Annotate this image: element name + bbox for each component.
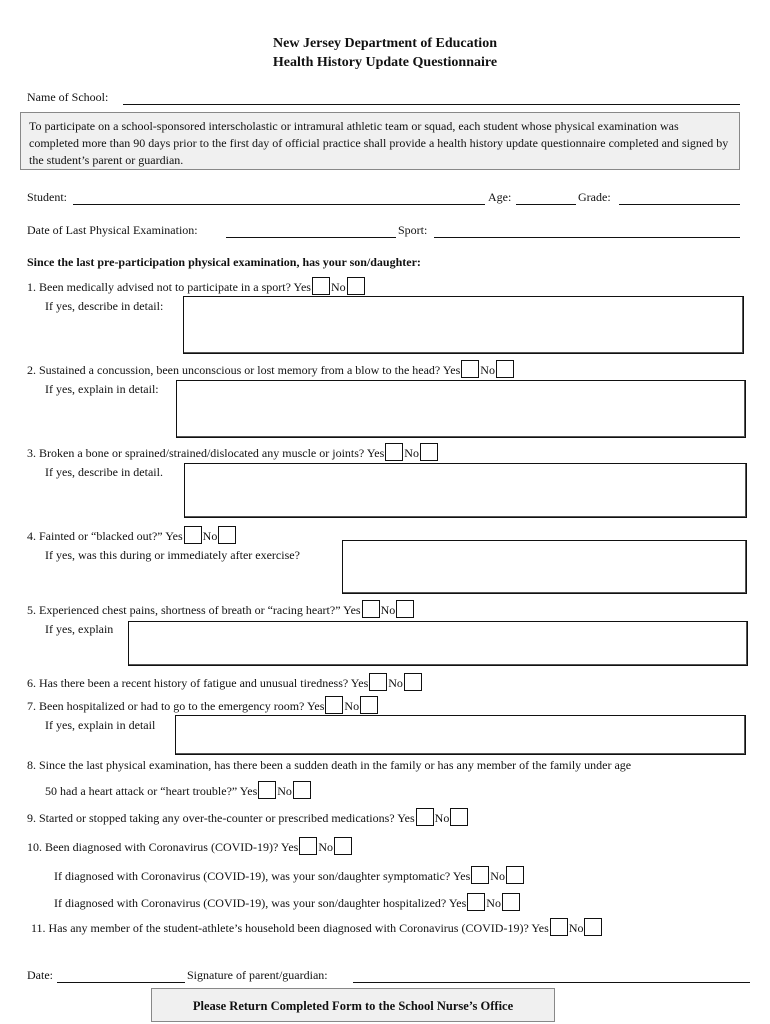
yes-label: Yes [397,811,415,825]
student-name-field[interactable] [73,204,485,205]
question-1 [27,277,366,295]
question-text: 2. Sustained a concussion, been unconscious or lost memory from a blow to the head? [27,363,441,377]
last-exam-date-field[interactable] [226,237,396,238]
question-10b [54,893,521,911]
no-checkbox[interactable] [420,443,438,461]
no-checkbox[interactable] [502,893,520,911]
question-text: 6. Has there been a recent history of fatigue and unusual tiredness? [27,676,349,690]
yes-label: Yes [366,446,385,460]
question-2 [27,360,515,378]
question-text: 11. Has any member of the student-athlete’s household been diagnosed with Coronavirus (COVID-19)? [31,921,529,935]
question-7 [27,696,379,714]
sport-label: Sport: [398,223,428,237]
no-checkbox[interactable] [396,600,414,618]
yes-label: Yes [452,869,471,883]
question-text: 1. Been medically advised not to participate in a sport? [27,280,291,294]
question-text: 5. Experienced chest pains, shortness of breath or “racing heart?” [27,603,341,617]
yes-checkbox[interactable] [258,781,276,799]
yes-label: Yes [306,699,325,713]
no-checkbox[interactable] [450,808,468,826]
yes-label: Yes [350,676,369,690]
grade-field[interactable] [619,204,740,205]
question-2-detail-label: If yes, explain in detail: [45,382,159,396]
question-4-detail-label: If yes, was this during or immediately after exercise? [45,548,300,562]
school-label: Name of School: [27,90,109,104]
yes-checkbox[interactable] [467,893,485,911]
no-checkbox[interactable] [293,781,311,799]
school-name-field[interactable] [123,104,740,105]
sport-field[interactable] [434,237,740,238]
yes-label: Yes [239,784,258,798]
age-field[interactable] [516,204,576,205]
question-1-detail-label: If yes, describe in detail: [45,299,164,313]
question-6 [27,673,423,691]
question-7-detail-label: If yes, explain in detail [45,718,156,732]
yes-checkbox[interactable] [385,443,403,461]
no-checkbox[interactable] [360,696,378,714]
yes-checkbox[interactable] [471,866,489,884]
yes-label: Yes [165,529,183,543]
no-label: No [404,446,419,460]
no-label: No [318,840,333,854]
no-label: No [434,811,450,825]
return-instructions: Please Return Completed Form to the School Nurse’s Office [151,988,555,1022]
yes-checkbox[interactable] [461,360,479,378]
no-label: No [277,784,292,798]
eligibility-notice: To participate on a school-sponsored interscholastic or intramural athletic team or squad, each student whose physical examination was completed more than 90 days prior to the first day of official practice shall provide a health history update questionnaire completed and signed by the student’s parent or guardian. [20,112,740,170]
no-label: No [202,529,218,543]
question-9 [27,808,469,826]
question-text: If diagnosed with Coronavirus (COVID-19), was your son/daughter symptomatic? [54,869,451,883]
question-text: 10. Been diagnosed with Coronavirus (COVID-19)? [27,840,279,854]
question-text: 4. Fainted or “blacked out?” [27,529,163,543]
yes-checkbox[interactable] [550,918,568,936]
date-field[interactable] [57,982,185,983]
question-1-detail-input[interactable] [183,296,744,354]
question-10 [27,837,353,855]
student-label: Student: [27,190,68,204]
question-3-detail-label: If yes, describe in detail. [45,465,163,479]
question-8-line1: 8. Since the last physical examination, has there been a sudden death in the family or has any member of the family under age [27,758,632,772]
no-checkbox[interactable] [584,918,602,936]
yes-checkbox[interactable] [369,673,387,691]
question-10a [54,866,525,884]
question-7-detail-input[interactable] [175,715,746,755]
question-11 [31,918,603,936]
grade-label: Grade: [578,190,611,204]
question-text: 3. Broken a bone or sprained/strained/dislocated any muscle or joints? [27,446,365,460]
yes-checkbox[interactable] [325,696,343,714]
question-5-detail-input[interactable] [128,621,748,666]
yes-label: Yes [280,840,299,854]
no-checkbox[interactable] [506,866,524,884]
no-checkbox[interactable] [334,837,352,855]
question-8 [45,781,312,799]
no-label: No [480,363,495,377]
question-4 [27,526,237,544]
yes-label: Yes [442,363,461,377]
no-checkbox[interactable] [218,526,236,544]
yes-label: Yes [448,896,467,910]
yes-label: Yes [343,603,361,617]
no-checkbox[interactable] [404,673,422,691]
yes-checkbox[interactable] [416,808,434,826]
no-label: No [486,896,501,910]
question-text: 50 had a heart attack or “heart trouble?” [45,784,238,798]
form-agency-title: New Jersey Department of Education [273,36,497,51]
yes-checkbox[interactable] [299,837,317,855]
yes-label: Yes [293,280,311,294]
question-4-detail-input[interactable] [342,540,747,594]
last-exam-label: Date of Last Physical Examination: [27,223,198,237]
no-label: No [344,699,360,713]
yes-label: Yes [531,921,549,935]
question-text: 7. Been hospitalized or had to go to the emergency room? [27,699,305,713]
signature-field[interactable] [353,982,750,983]
date-label: Date: [27,968,53,982]
question-text: If diagnosed with Coronavirus (COVID-19), was your son/daughter hospitalized? [54,896,447,910]
questions-intro: Since the last pre-participation physical examination, has your son/daughter: [27,255,421,269]
yes-checkbox[interactable] [184,526,202,544]
no-label: No [490,869,505,883]
question-5-detail-label: If yes, explain [45,622,114,636]
no-checkbox[interactable] [496,360,514,378]
question-2-detail-input[interactable] [176,380,746,438]
yes-checkbox[interactable] [312,277,330,295]
no-label: No [568,921,584,935]
signature-label: Signature of parent/guardian: [187,968,328,982]
yes-checkbox[interactable] [362,600,380,618]
no-label: No [330,280,346,294]
form-title: Health History Update Questionnaire [272,55,498,70]
age-label: Age: [488,190,512,204]
no-label: No [388,676,403,690]
question-3 [27,443,439,461]
question-text: 9. Started or stopped taking any over-the-counter or prescribed medications? [27,811,395,825]
question-5 [27,600,415,618]
no-checkbox[interactable] [347,277,365,295]
question-3-detail-input[interactable] [184,463,747,518]
no-label: No [380,603,396,617]
